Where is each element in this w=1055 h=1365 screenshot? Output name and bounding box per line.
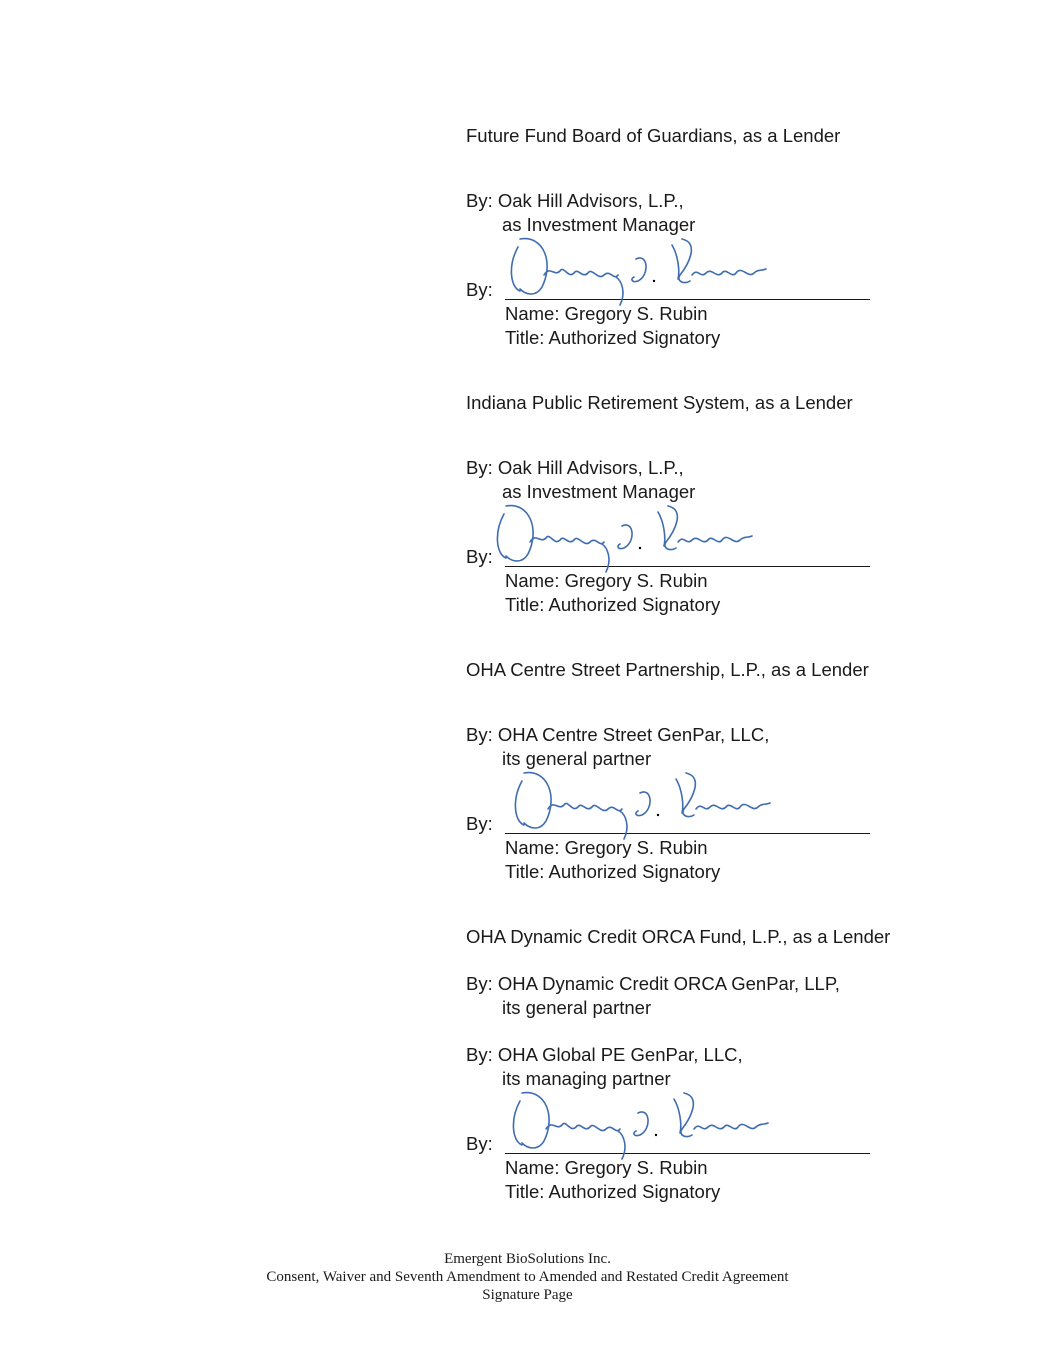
footer-page-label: Signature Page [482, 1287, 573, 1303]
by-line-role: as Investment Manager [502, 214, 696, 235]
footer-document-title: Consent, Waiver and Seventh Amendment to Amended and Restated Credit Agreement [266, 1269, 789, 1285]
lender-name: OHA Dynamic Credit ORCA Fund, L.P., as a Lender [466, 926, 891, 947]
by-line-role: its general partner [502, 997, 652, 1018]
signatory-name: Name: Gregory S. Rubin [505, 303, 708, 324]
signature-by-label: By: [466, 546, 493, 567]
by-line-role: its general partner [502, 748, 652, 769]
signature-block [466, 241, 870, 301]
signature-by-label: By: [466, 1133, 493, 1154]
signatory-name: Name: Gregory S. Rubin [505, 1157, 708, 1178]
handwritten-signature-icon [508, 769, 778, 841]
by-line: By: Oak Hill Advisors, L.P., [466, 190, 684, 211]
by-line: By: OHA Dynamic Credit ORCA GenPar, LLP, [466, 973, 840, 994]
footer-company: Emergent BioSolutions Inc. [444, 1251, 611, 1267]
signature-block [466, 1095, 870, 1155]
signatory-title: Title: Authorized Signatory [505, 861, 721, 882]
signatory-name: Name: Gregory S. Rubin [505, 570, 708, 591]
signature-block [466, 508, 870, 568]
signatory-name: Name: Gregory S. Rubin [505, 837, 708, 858]
signatory-title: Title: Authorized Signatory [505, 1181, 721, 1202]
lender-name: OHA Centre Street Partnership, L.P., as a Lender [466, 659, 869, 680]
signatory-title: Title: Authorized Signatory [505, 594, 721, 615]
handwritten-signature-icon [490, 502, 760, 574]
lender-name: Future Fund Board of Guardians, as a Lender [466, 125, 841, 146]
signature-by-label: By: [466, 279, 493, 300]
by-line: By: OHA Global PE GenPar, LLC, [466, 1044, 743, 1065]
handwritten-signature-icon [504, 235, 774, 307]
signatory-title: Title: Authorized Signatory [505, 327, 721, 348]
by-line-role: as Investment Manager [502, 481, 696, 502]
by-line-role: its managing partner [502, 1068, 671, 1089]
lender-name: Indiana Public Retirement System, as a Lender [466, 392, 853, 413]
signature-by-label: By: [466, 813, 493, 834]
handwritten-signature-icon [506, 1089, 776, 1161]
signature-block [466, 775, 870, 835]
by-line: By: Oak Hill Advisors, L.P., [466, 457, 684, 478]
by-line: By: OHA Centre Street GenPar, LLC, [466, 724, 770, 745]
